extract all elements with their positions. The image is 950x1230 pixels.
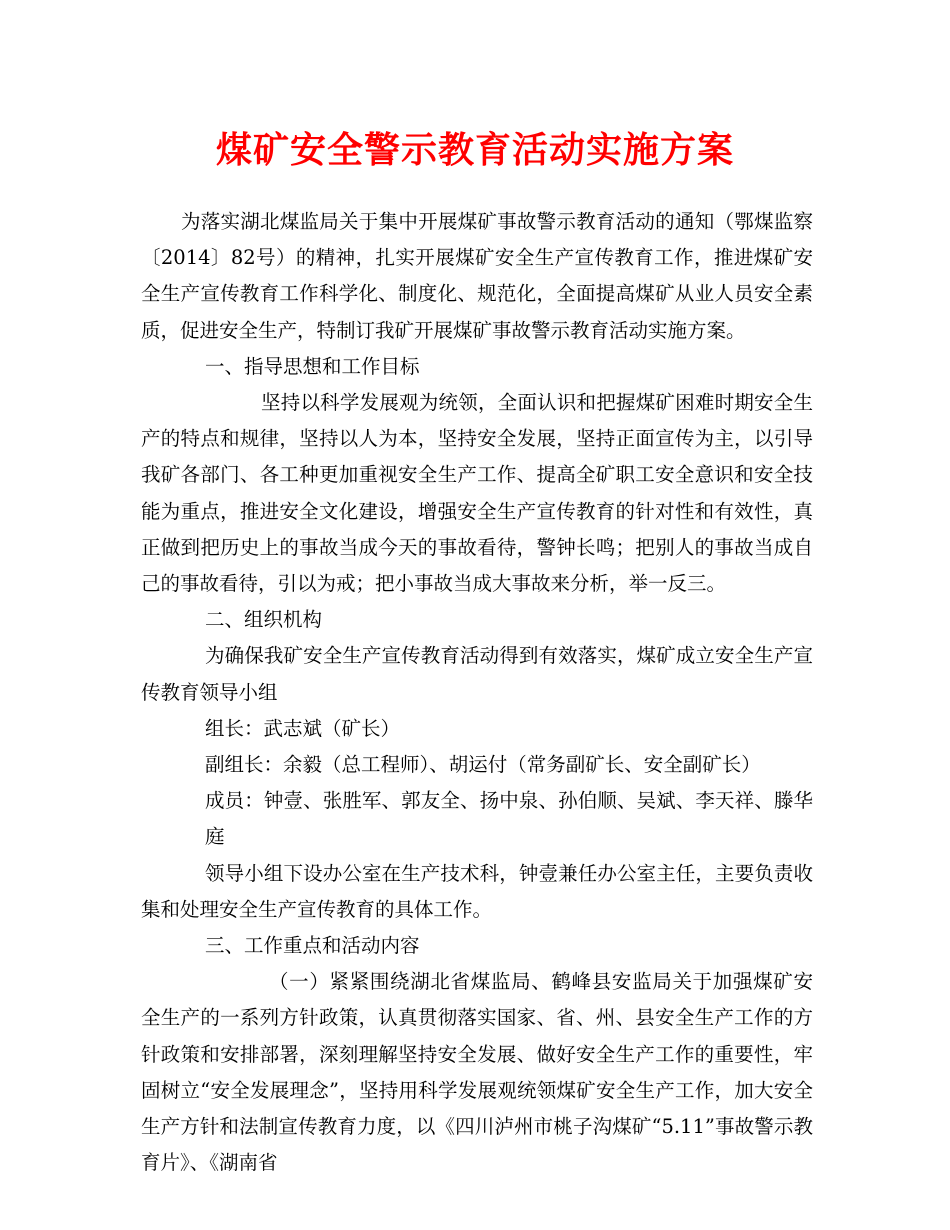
document-title: 煤矿安全警示教育活动实施方案 bbox=[215, 129, 734, 171]
section-heading-work-focus: 三、工作重点和活动内容 bbox=[205, 934, 420, 958]
group-leader-line: 组长：武志斌（矿长） bbox=[205, 716, 401, 740]
section-heading-guiding-ideas: 一、指导思想和工作目标 bbox=[205, 354, 420, 378]
section-heading-organization: 二、组织机构 bbox=[205, 608, 323, 632]
intro-paragraph: 为落实湖北煤监局关于集中开展煤矿事故警示教育活动的通知（鄂煤监察〔2014〕82号）的精神，扎实开展煤矿安全生产宣传教育工作，推进煤矿安全生产宣传教育工作科学化、制度化、规范化，全面提高煤矿从业人员安全素质，促进安全生产，特制订我矿开展煤矿事故警示教育活动实施方案。 bbox=[141, 210, 813, 342]
work-focus-paragraph: （一）紧紧围绕湖北省煤监局、鹤峰县安监局关于加强煤矿安全生产的一系列方针政策，认真贯彻落实国家、省、州、县安全生产工作的方针政策和安排部署，深刻理解坚持安全发展、做好安全生产工作的重要性，牢固树立“安全发展理念”，坚持用科学发展观统领煤矿安全生产工作，加大安全生产方针和法制宣传教育力度，以《四川泸州市桃子沟煤矿“5.11”事故警示教育片》、《湖南省 bbox=[141, 970, 813, 1175]
deputy-leader-line: 副组长：余毅（总工程师）、胡运付（常务副矿长、安全副矿长） bbox=[205, 753, 761, 777]
guiding-ideas-paragraph: 坚持以科学发展观为统领，全面认识和把握煤矿困难时期安全生产的特点和规律，坚持以人为本，坚持安全发展，坚持正面宣传为主，以引导我矿各部门、各工种更加重视安全生产工作、提高全矿职工安全意识和安全技能为重点，推进安全文化建设，增强安全生产宣传教育的针对性和有效性，真正做到把历史上的事故当成今天的事故看待，警钟长鸣；把别人的事故当成自己的事故看待，引以为戒；把小事故当成大事故来分析，举一反三。 bbox=[141, 391, 813, 596]
members-line: 成员：钟壹、张胜军、郭友全、扬中泉、孙伯顺、吴斌、李天祥、滕华庭 bbox=[205, 789, 813, 849]
organization-paragraph: 为确保我矿安全生产宣传教育活动得到有效落实，煤矿成立安全生产宣传教育领导小组 bbox=[141, 644, 813, 704]
office-paragraph: 领导小组下设办公室在生产技术科，钟壹兼任办公室主任，主要负责收集和处理安全生产宣传教育的具体工作。 bbox=[141, 861, 813, 921]
document-body bbox=[141, 204, 813, 1181]
